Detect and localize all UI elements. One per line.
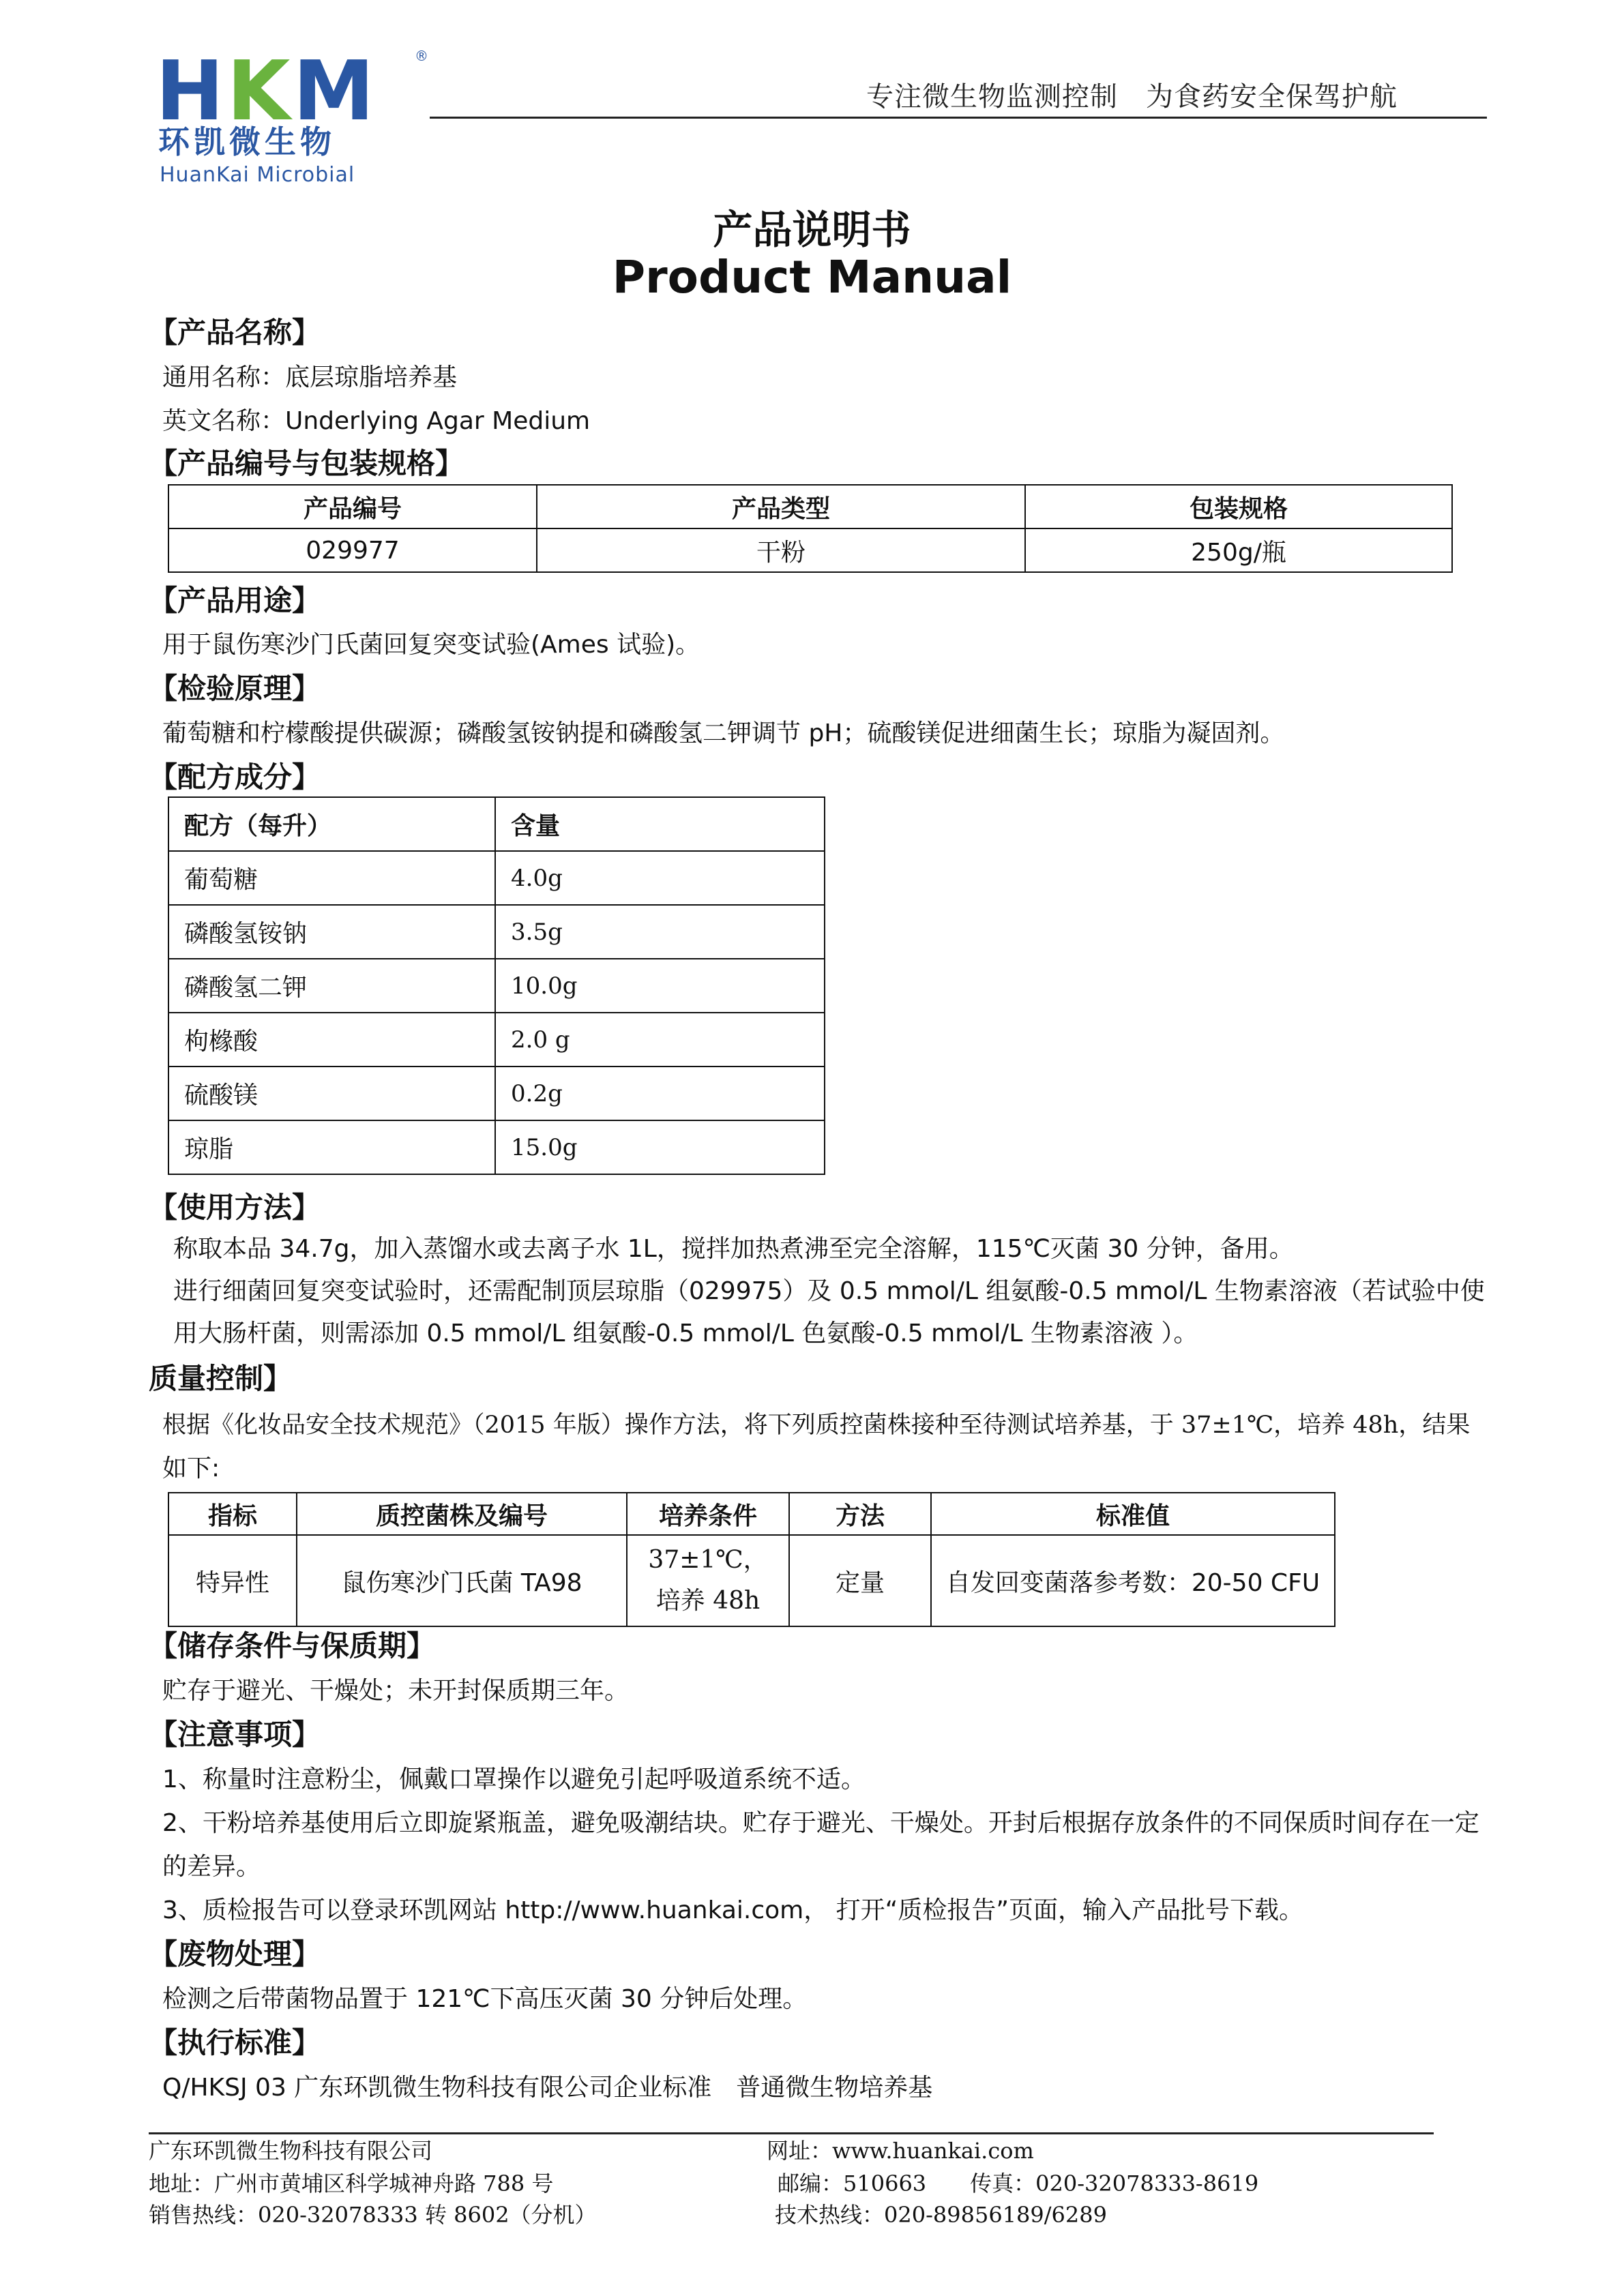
qc-header-method: 方法 (789, 1493, 931, 1535)
ingredient-amount: 15.0g (495, 1120, 825, 1174)
qc-header-strain: 质控菌株及编号 (297, 1493, 627, 1535)
ingredient-name: 硫酸镁 (168, 1067, 495, 1120)
table-row (168, 1013, 825, 1067)
ingredient-name: 琼脂 (168, 1120, 495, 1174)
heading-usage: 【产品用途】 (149, 584, 321, 617)
ingredient-name: 磷酸氢铵钠 (168, 905, 495, 959)
package-header-code: 产品编号 (168, 485, 537, 528)
ingredient-amount: 3.5g (495, 905, 825, 959)
header-slogan: 专注微生物监测控制 为食药安全保驾护航 (866, 81, 1398, 113)
qc-condition-time: 培养 48h (655, 1587, 761, 1615)
qc-strain: 鼠伤寒沙门氏菌 TA98 (297, 1535, 627, 1626)
package-table (168, 484, 1453, 573)
footer-postal-fax: 邮编：510663 传真：020-32078333-8619 (778, 2171, 1259, 2196)
ingredient-name: 葡萄糖 (168, 851, 495, 905)
note-3: 3、质检报告可以登录环凯网站 http://www.huankai.com， 打开“质检报告”页面，输入产品批号下载。 (162, 1896, 1303, 1924)
qc-table (168, 1492, 1335, 1627)
package-header-spec: 包装规格 (1025, 485, 1452, 528)
ingredient-name: 磷酸氢二钾 (168, 959, 495, 1013)
qc-index: 特异性 (168, 1535, 297, 1626)
ingredient-amount: 10.0g (495, 959, 825, 1013)
common-name: 通用名称：底层琼脂培养基 (162, 363, 458, 391)
formula-header-amount: 含量 (495, 797, 825, 851)
qc-standard: 自发回变菌落参考数：20-50 CFU (931, 1535, 1335, 1626)
qc-method: 定量 (789, 1535, 931, 1626)
logo-chinese-name: 环凯微生物 (158, 123, 336, 160)
heading-waste: 【废物处理】 (149, 1937, 321, 1971)
table-row (168, 1120, 825, 1174)
registered-mark: ® (415, 48, 428, 64)
qc-condition (627, 1535, 789, 1626)
qc-line-1: 根据《化妆品安全技术规范》（2015 年版）操作方法，将下列质控菌株接种至待测试培养基，于 37±1℃，培养 48h，结果 (162, 1412, 1471, 1439)
heading-standard: 【执行标准】 (149, 2026, 321, 2059)
storage-text: 贮存于避光、干燥处；未开封保质期三年。 (162, 1677, 630, 1705)
company-logo (156, 44, 428, 187)
footer-address: 地址：广州市黄埔区科学城神舟路 788 号 (149, 2171, 554, 2196)
note-2-continued: 的差异。 (162, 1853, 261, 1881)
waste-text: 检测之后带菌物品置于 121℃下高压灭菌 30 分钟后处理。 (162, 1985, 808, 2013)
package-type: 干粉 (537, 528, 1025, 572)
title-english: Product Manual (612, 251, 1012, 303)
footer-website[interactable]: 网址：www.huankai.com (767, 2138, 1034, 2164)
heading-quality-control: 质量控制】 (149, 1362, 293, 1395)
principle-text: 葡萄糖和柠檬酸提供碳源；磷酸氢铵钠提和磷酸氢二钾调节 pH；硫酸镁促进细菌生长；琼脂为凝固剂。 (162, 719, 1285, 747)
ingredient-name: 枸橼酸 (168, 1013, 495, 1067)
ingredient-amount: 0.2g (495, 1067, 825, 1120)
usage-text: 用于鼠伤寒沙门氏菌回复突变试验(Ames 试验)。 (162, 631, 700, 659)
package-spec: 250g/瓶 (1025, 528, 1452, 572)
logo-letters: HKM (156, 44, 377, 139)
heading-notes: 【注意事项】 (149, 1718, 321, 1751)
qc-line-2: 如下: (162, 1455, 220, 1482)
qc-condition-temp: 37±1℃， (648, 1546, 768, 1574)
qc-header-condition: 培养条件 (627, 1493, 789, 1535)
qc-header-standard: 标准值 (931, 1493, 1335, 1535)
footer-company: 广东环凯微生物科技有限公司 (149, 2138, 433, 2164)
note-2: 2、干粉培养基使用后立即旋紧瓶盖，避免吸潮结块。贮存于避光、干燥处。开封后根据存放条件的不同保质时间存在一定 (162, 1809, 1479, 1837)
ingredient-amount: 2.0 g (495, 1013, 825, 1067)
method-line-2: 进行细菌回复突变试验时，还需配制顶层琼脂（029975）及 0.5 mmol/L 组氨酸-0.5 mmol/L 生物素溶液（若试验中使 (173, 1277, 1485, 1305)
heading-formula: 【配方成分】 (149, 760, 321, 794)
title-chinese: 产品说明书 (713, 207, 911, 253)
heading-package: 【产品编号与包装规格】 (149, 447, 464, 480)
logo-english-name: HuanKai Microbial (160, 163, 355, 187)
footer-divider (149, 2132, 1434, 2134)
package-header-type: 产品类型 (537, 485, 1025, 528)
heading-product-name: 【产品名称】 (149, 316, 321, 349)
table-row (168, 851, 825, 905)
table-row (168, 905, 825, 959)
table-row (168, 1535, 1335, 1626)
heading-principle: 【检验原理】 (149, 672, 321, 705)
standard-text: Q/HKSJ 03 广东环凯微生物科技有限公司企业标准 普通微生物培养基 (162, 2074, 933, 2102)
table-row (168, 959, 825, 1013)
method-line-1: 称取本品 34.7g，加入蒸馏水或去离子水 1L，搅拌加热煮沸至完全溶解，115℃灭菌 30 分钟，备用。 (173, 1235, 1294, 1263)
header-divider (430, 117, 1487, 119)
english-name: 英文名称：Underlying Agar Medium (162, 407, 591, 435)
package-code: 029977 (168, 528, 537, 572)
note-1: 1、称量时注意粉尘，佩戴口罩操作以避免引起呼吸道系统不适。 (162, 1765, 866, 1793)
footer-tech-hotline: 技术热线：020-89856189/6289 (775, 2202, 1107, 2228)
footer-sales-hotline: 销售热线：020-32078333 转 8602（分机） (149, 2202, 597, 2228)
formula-header-ingredient: 配方（每升） (168, 797, 495, 851)
formula-table (168, 796, 825, 1175)
table-row (168, 1067, 825, 1120)
heading-method: 【使用方法】 (149, 1191, 321, 1224)
method-line-3: 用大肠杆菌，则需添加 0.5 mmol/L 组氨酸-0.5 mmol/L 色氨酸-0.5 mmol/L 生物素溶液 ）。 (173, 1320, 1198, 1347)
heading-storage: 【储存条件与保质期】 (149, 1629, 436, 1663)
qc-header-index: 指标 (168, 1493, 297, 1535)
ingredient-amount: 4.0g (495, 851, 825, 905)
